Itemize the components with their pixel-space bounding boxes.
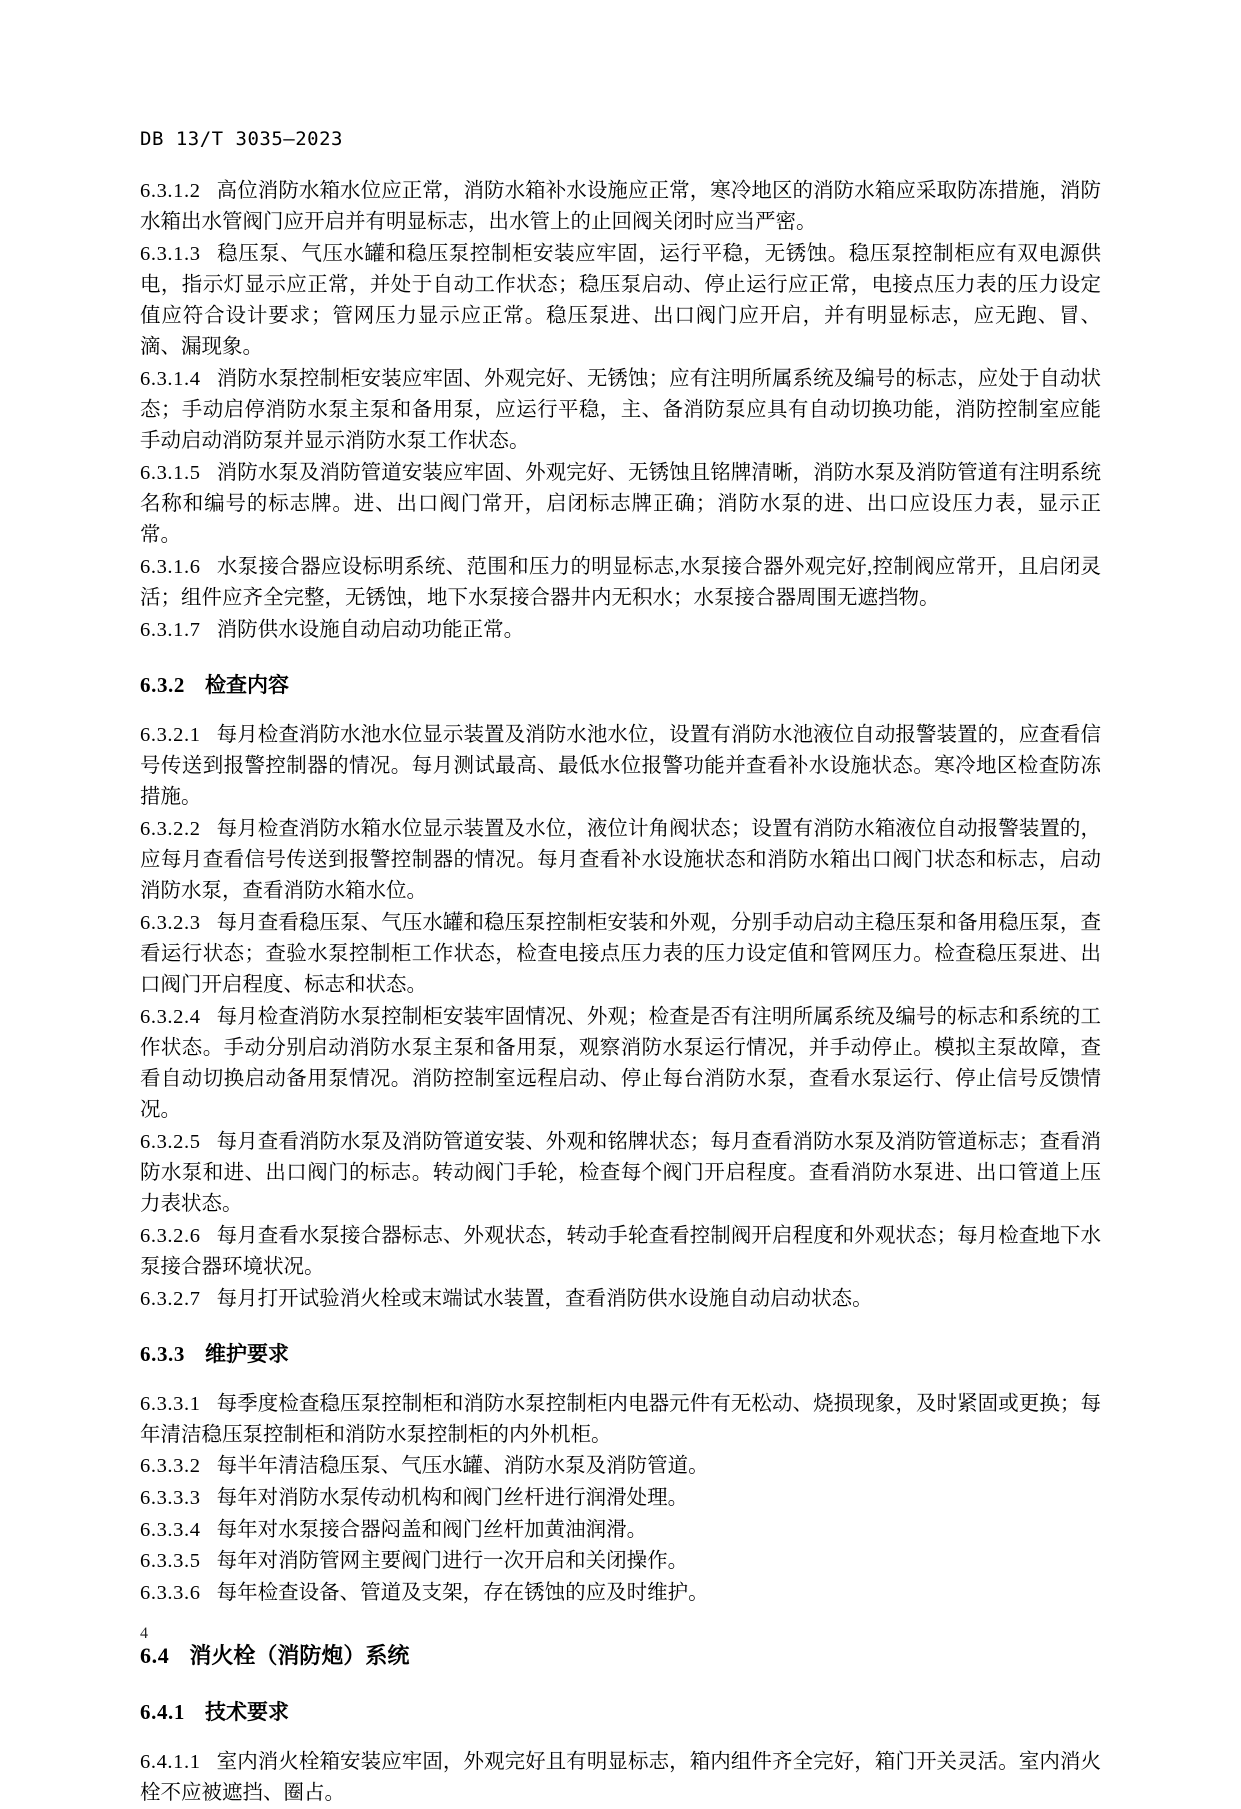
section-title: 维护要求: [205, 1341, 289, 1366]
section-title: 技术要求: [205, 1699, 289, 1724]
clause-text: 水泵接合器应设标明系统、范围和压力的明显标志,水泵接合器外观完好,控制阀应常开，且启闭灵活；组件应齐全完整，无锈蚀，地下水泵接合器井内无积水；水泵接合器周围无遮挡物。: [140, 555, 1101, 610]
clause-paragraph: [140, 1221, 1101, 1283]
clause-text: 室内消火栓箱安装应牢固，外观完好且有明显标志，箱内组件齐全完好，箱门开关灵活。室内消火栓不应被遮挡、圈占。: [140, 1750, 1101, 1804]
clause-paragraph: [140, 552, 1101, 614]
clause-number: 6.3.2.6: [140, 1224, 201, 1247]
clause-paragraph: [140, 814, 1101, 907]
clause-paragraph: [140, 458, 1101, 551]
clause-paragraph: [140, 1515, 1101, 1546]
clause-paragraph: [140, 908, 1101, 1001]
clause-number: 6.3.3.2: [140, 1455, 201, 1478]
clause-paragraph: [140, 176, 1101, 238]
clause-number: 6.3.3.1: [140, 1392, 201, 1415]
clause-paragraph: [140, 1483, 1101, 1514]
page-header: DB 13/T 3035—2023: [140, 128, 343, 150]
clause-text: 每月查看稳压泵、气压水罐和稳压泵控制柜安装和外观，分别手动启动主稳压泵和备用稳压泵，查看运行状态；查验水泵控制柜工作状态，检查电接点压力表的压力设定值和管网压力。检查稳压泵进、出口阀门开启程度、标志和状态。: [140, 911, 1101, 996]
clause-text: 消防供水设施自动启动功能正常。: [216, 618, 525, 641]
clause-paragraph: [140, 1747, 1101, 1809]
clause-paragraph: [140, 1451, 1101, 1482]
clause-text: 消防水泵及消防管道安装应牢固、外观完好、无锈蚀且铭牌清晰，消防水泵及消防管道有注明系统名称和编号的标志牌。进、出口阀门常开，启闭标志牌正确；消防水泵的进、出口应设压力表，显示正常。: [140, 461, 1101, 547]
clause-text: 高位消防水箱水位应正常，消防水箱补水设施应正常，寒冷地区的消防水箱应采取防冻措施，消防水箱出水管阀门应开启并有明显标志，出水管上的止回阀关闭时应当严密。: [140, 180, 1101, 234]
section-heading-632: [140, 670, 1101, 702]
section-number: 6.3.2: [140, 672, 185, 697]
clause-text: 每年对消防水泵传动机构和阀门丝杆进行润滑处理。: [216, 1487, 689, 1510]
clause-paragraph: [140, 1127, 1101, 1220]
clause-number: 6.3.2.3: [140, 911, 201, 934]
clause-paragraph: [140, 239, 1101, 364]
clause-text: 每月检查消防水池水位显示装置及消防水池水位，设置有消防水池液位自动报警装置的，应查看信号传送到报警控制器的情况。每月测试最高、最低水位报警功能并查看补水设施状态。寒冷地区检查防冻措施。: [140, 723, 1101, 809]
section-number: 6.3.3: [140, 1341, 185, 1366]
clause-paragraph: [140, 1578, 1101, 1609]
clause-number: 6.4.1.1: [140, 1750, 201, 1773]
clause-number: 6.3.2.2: [140, 817, 201, 840]
clause-text: 每月检查消防水泵控制柜安装牢固情况、外观；检查是否有注明所属系统及编号的标志和系统的工作状态。手动分别启动消防水泵主泵和备用泵，观察消防水泵运行情况，并手动停止。模拟主泵故障，查看自动切换启动备用泵情况。消防控制室远程启动、停止每台消防水泵，查看水泵运行、停止信号反馈情况。: [140, 1005, 1101, 1122]
clause-number: 6.3.3.4: [140, 1518, 201, 1541]
clause-number: 6.3.1.3: [140, 242, 201, 265]
clause-text: 每季度检查稳压泵控制柜和消防水泵控制柜内电器元件有无松动、烧损现象，及时紧固或更换；每年清洁稳压泵控制柜和消防水泵控制柜的内外机柜。: [140, 1392, 1101, 1446]
clause-number: 6.3.1.6: [140, 555, 201, 578]
clause-number: 6.3.1.5: [140, 461, 201, 484]
clause-paragraph: [140, 1546, 1101, 1577]
clause-paragraph: [140, 615, 1101, 646]
section-heading-641: [140, 1697, 1101, 1729]
clause-text: 消防水泵控制柜安装应牢固、外观完好、无锈蚀；应有注明所属系统及编号的标志，应处于自动状态；手动启停消防水泵主泵和备用泵，应运行平稳，主、备消防泵应具有自动切换功能，消防控制室应能手动启动消防泵并显示消防水泵工作状态。: [140, 367, 1101, 453]
clause-number: 6.3.2.4: [140, 1005, 201, 1028]
clause-paragraph: [140, 720, 1101, 813]
clause-text: 每月查看消防水泵及消防管道安装、外观和铭牌状态；每月查看消防水泵及消防管道标志；查看消防水泵和进、出口阀门的标志。转动阀门手轮，检查每个阀门开启程度。查看消防水泵进、出口管道上压力表状态。: [140, 1130, 1101, 1216]
section-heading-64: [140, 1639, 1101, 1672]
document-body: [140, 176, 1101, 1809]
clause-number: 6.3.2.5: [140, 1130, 201, 1153]
clause-number: 6.3.1.7: [140, 618, 201, 641]
clause-text: 每年对水泵接合器闷盖和阀门丝杆加黄油润滑。: [216, 1518, 648, 1541]
page-number: 4: [140, 1625, 148, 1642]
clause-text: 每年对消防管网主要阀门进行一次开启和关闭操作。: [216, 1550, 689, 1573]
clause-number: 6.3.2.1: [140, 723, 201, 746]
clause-text: 每月检查消防水箱水位显示装置及水位，液位计角阀状态；设置有消防水箱液位自动报警装置的，应每月查看信号传送到报警控制器的情况。每月查看补水设施状态和消防水箱出口阀门状态和标志，启动消防水泵，查看消防水箱水位。: [140, 817, 1101, 903]
section-number: 6.4.1: [140, 1699, 185, 1724]
section-title: 检查内容: [205, 672, 289, 697]
clause-paragraph: [140, 1284, 1101, 1315]
clause-number: 6.3.3.3: [140, 1487, 201, 1510]
clause-text: 每半年清洁稳压泵、气压水罐、消防水泵及消防管道。: [216, 1455, 709, 1478]
clause-text: 每年检查设备、管道及支架，存在锈蚀的应及时维护。: [216, 1582, 709, 1605]
clause-paragraph: [140, 364, 1101, 457]
clause-text: 每月查看水泵接合器标志、外观状态，转动手轮查看控制阀开启程度和外观状态；每月检查地下水泵接合器环境状况。: [140, 1224, 1101, 1278]
clause-text: 每月打开试验消火栓或末端试水装置，查看消防供水设施自动启动状态。: [216, 1287, 873, 1310]
clause-paragraph: [140, 1002, 1101, 1127]
clause-number: 6.3.2.7: [140, 1287, 201, 1310]
clause-paragraph: [140, 1389, 1101, 1451]
clause-number: 6.3.3.5: [140, 1550, 201, 1573]
clause-text: 稳压泵、气压水罐和稳压泵控制柜安装应牢固，运行平稳，无锈蚀。稳压泵控制柜应有双电源供电，指示灯显示应正常，并处于自动工作状态；稳压泵启动、停止运行应正常，电接点压力表的压力设定值应符合设计要求；管网压力显示应正常。稳压泵进、出口阀门应开启，并有明显标志，应无跑、冒、滴、漏现象。: [140, 242, 1101, 359]
section-heading-633: [140, 1339, 1101, 1371]
clause-number: 6.3.1.2: [140, 180, 201, 202]
section-title: 消火栓（消防炮）系统: [189, 1643, 410, 1669]
section-number: 6.4: [140, 1643, 170, 1669]
clause-number: 6.3.1.4: [140, 367, 201, 390]
clause-number: 6.3.3.6: [140, 1582, 201, 1605]
